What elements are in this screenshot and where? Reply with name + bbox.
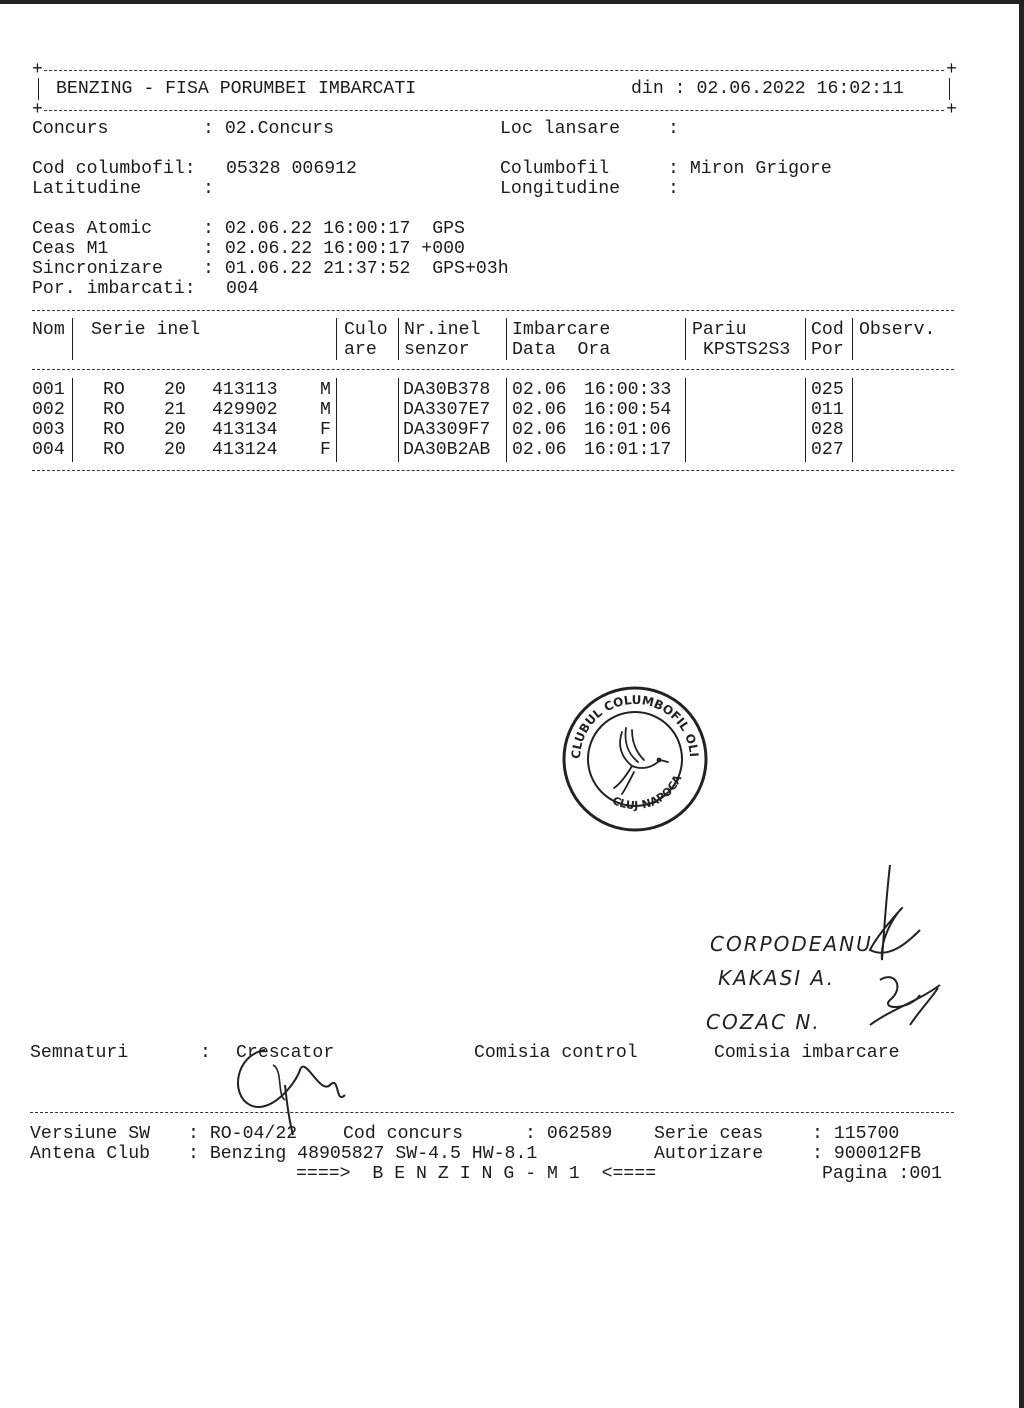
col-sep xyxy=(852,318,853,360)
comisia-imbarcare-label: Comisia imbarcare xyxy=(714,1043,900,1063)
header-bottom-rule xyxy=(44,110,944,111)
col-sep xyxy=(506,318,507,360)
box-corner: + xyxy=(946,60,957,80)
handwritten-name-1: CORPODEANU xyxy=(710,932,873,956)
cell-senzor: DA30B378 xyxy=(403,380,491,400)
latitudine-value: : xyxy=(203,179,225,199)
cell-country: RO xyxy=(103,400,125,420)
cell-nom: 003 xyxy=(32,420,65,440)
svg-text:CLUJ-NAPOCA xyxy=(610,772,684,812)
col-sep xyxy=(398,378,399,462)
box-corner: + xyxy=(32,60,43,80)
serie-ceas-value: : 115700 xyxy=(812,1124,900,1144)
stamp-bottom-text: CLUJ-NAPOCA xyxy=(610,772,685,813)
semnaturi-label: Semnaturi xyxy=(30,1043,129,1063)
autorizare-value: : 900012FB xyxy=(812,1144,922,1164)
latitudine-label: Latitudine xyxy=(32,179,142,199)
signature-commission xyxy=(850,860,950,1040)
pagina-value: 001 xyxy=(909,1164,943,1184)
cell-ora: 16:00:54 xyxy=(584,400,672,420)
cell-senzor: DA30B2AB xyxy=(403,440,491,460)
cell-data: 02.06 xyxy=(512,400,567,420)
club-stamp xyxy=(554,673,710,834)
header-top-rule xyxy=(44,70,944,71)
col-sep xyxy=(336,318,337,360)
col-header-kpsts2s3: KPSTS2S3 xyxy=(703,340,791,360)
cod-concurs-label: Cod concurs xyxy=(343,1124,464,1144)
cell-nom: 001 xyxy=(32,380,65,400)
handwritten-name-2: KAKASI A. xyxy=(718,966,835,990)
col-header-cod: Cod xyxy=(811,320,844,340)
col-header-pariu: Pariu xyxy=(692,320,747,340)
col-header-data-ora: Data Ora xyxy=(512,340,611,360)
columbofil-label: Columbofil xyxy=(500,159,610,179)
loc-lansare-value: : xyxy=(668,119,690,139)
cell-cod: 025 xyxy=(811,380,844,400)
sincronizare-label: Sincronizare xyxy=(32,259,163,279)
antena-club-label: Antena Club xyxy=(30,1144,151,1164)
col-sep xyxy=(72,378,73,462)
table-header-rule xyxy=(32,369,954,370)
col-sep xyxy=(685,318,686,360)
concurs-label: Concurs xyxy=(32,119,109,139)
dove-icon xyxy=(614,728,668,794)
longitudine-value: : xyxy=(668,179,690,199)
col-header-senzor: senzor xyxy=(404,340,470,360)
din-value: 02.06.2022 16:02:11 xyxy=(696,79,904,99)
cell-data: 02.06 xyxy=(512,440,567,460)
din-label: din : 02.06.2022 16:02:11 xyxy=(631,79,904,99)
col-sep xyxy=(336,378,337,462)
cell-sex: F xyxy=(320,420,331,440)
cell-data: 02.06 xyxy=(512,380,567,400)
porumbei-imbarcati-label: Por. imbarcati: xyxy=(32,279,196,299)
scan-right-edge xyxy=(1019,0,1024,1408)
col-header-serie-inel: Serie inel xyxy=(91,320,201,340)
cell-country: RO xyxy=(103,440,125,460)
concurs-value: : 02.Concurs xyxy=(203,119,334,139)
cell-year: 21 xyxy=(164,400,186,420)
footer-rule xyxy=(30,1112,954,1113)
ceas-m1-value: : 02.06.22 16:00:17 +000 xyxy=(203,239,465,259)
benzing-banner: ====> B E N Z I N G - M 1 <==== xyxy=(296,1164,657,1184)
col-sep xyxy=(506,378,507,462)
longitudine-label: Longitudine xyxy=(500,179,621,199)
cell-cod: 028 xyxy=(811,420,844,440)
cell-sex: M xyxy=(320,380,331,400)
cell-senzor: DA3309F7 xyxy=(403,420,491,440)
cell-year: 20 xyxy=(164,440,186,460)
crescator-label: Crescator xyxy=(236,1043,335,1063)
ceas-m1-label: Ceas M1 xyxy=(32,239,109,259)
autorizare-label: Autorizare xyxy=(654,1144,764,1164)
col-header-nr-inel: Nr.inel xyxy=(404,320,481,340)
comisia-control-label: Comisia control xyxy=(474,1043,638,1063)
header-left-edge xyxy=(38,78,39,100)
col-header-nom: Nom xyxy=(32,320,65,340)
porumbei-imbarcati-value: 004 xyxy=(226,279,259,299)
stamp-top-text: CLUBUL COLUMBOFIL OLIMPIA 04 xyxy=(554,673,701,760)
table-bottom-rule xyxy=(32,470,954,471)
cod-columbofil-label: Cod columbofil: xyxy=(32,159,196,179)
ceas-atomic-value: : 02.06.22 16:00:17 GPS xyxy=(203,219,465,239)
col-header-por: Por xyxy=(811,340,844,360)
cell-sex: F xyxy=(320,440,331,460)
box-corner: + xyxy=(946,100,957,120)
cell-nom: 004 xyxy=(32,440,65,460)
col-sep xyxy=(805,318,806,360)
table-top-rule xyxy=(32,310,954,311)
cell-country: RO xyxy=(103,420,125,440)
cell-year: 20 xyxy=(164,380,186,400)
cod-columbofil-value: 05328 006912 xyxy=(226,159,357,179)
cell-country: RO xyxy=(103,380,125,400)
cell-ring-number: 413124 xyxy=(212,440,278,460)
col-sep xyxy=(685,378,686,462)
versiune-sw-label: Versiune SW xyxy=(30,1124,151,1144)
cell-sex: M xyxy=(320,400,331,420)
cell-ring-number: 413113 xyxy=(212,380,278,400)
col-sep xyxy=(72,318,73,360)
semnaturi-colon: : xyxy=(200,1043,211,1063)
scan-top-edge xyxy=(0,0,1024,4)
cell-year: 20 xyxy=(164,420,186,440)
cell-ora: 16:01:17 xyxy=(584,440,672,460)
cell-ora: 16:00:33 xyxy=(584,380,672,400)
document-title: BENZING - FISA PORUMBEI IMBARCATI xyxy=(56,79,417,99)
cell-senzor: DA3307E7 xyxy=(403,400,491,420)
box-corner: + xyxy=(32,100,43,120)
serie-ceas-label: Serie ceas xyxy=(654,1124,764,1144)
header-right-edge xyxy=(949,78,950,100)
col-sep xyxy=(805,378,806,462)
columbofil-value: : Miron Grigore xyxy=(668,159,832,179)
antena-club-value: : Benzing 48905827 SW-4.5 HW-8.1 xyxy=(188,1144,538,1164)
col-header-observ: Observ. xyxy=(859,320,936,340)
cell-nom: 002 xyxy=(32,400,65,420)
cod-concurs-value: : 062589 xyxy=(525,1124,613,1144)
sincronizare-value: : 01.06.22 21:37:52 GPS+03h xyxy=(203,259,509,279)
col-sep xyxy=(398,318,399,360)
loc-lansare-label: Loc lansare xyxy=(500,119,621,139)
handwritten-name-3: COZAC N. xyxy=(706,1010,821,1034)
cell-ring-number: 413134 xyxy=(212,420,278,440)
cell-ora: 16:01:06 xyxy=(584,420,672,440)
cell-cod: 027 xyxy=(811,440,844,460)
cell-ring-number: 429902 xyxy=(212,400,278,420)
cell-data: 02.06 xyxy=(512,420,567,440)
cell-cod: 011 xyxy=(811,400,844,420)
versiune-sw-value: : RO-04/22 xyxy=(188,1124,298,1144)
col-sep xyxy=(852,378,853,462)
col-header-imbarcare: Imbarcare xyxy=(512,320,611,340)
col-header-culoare-2: are xyxy=(344,340,377,360)
col-header-culoare: Culo xyxy=(344,320,388,340)
ceas-atomic-label: Ceas Atomic xyxy=(32,219,153,239)
pagina: Pagina :001 xyxy=(822,1164,943,1184)
